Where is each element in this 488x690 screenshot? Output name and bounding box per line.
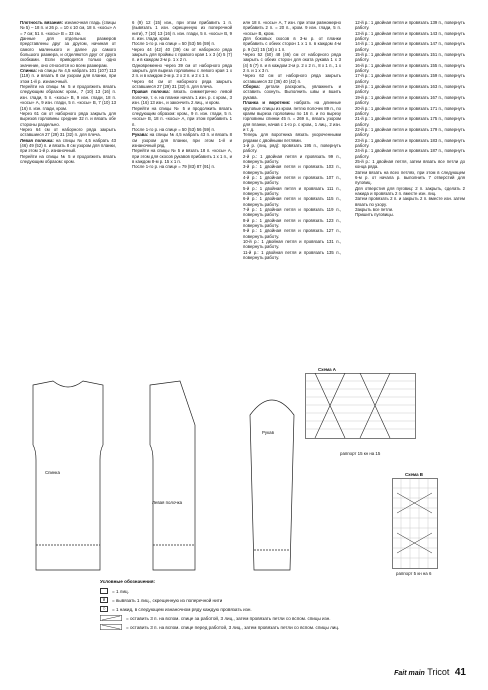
paragraph-text: 19-й р.: 1 двойная петля и провязать 167 п., повернуть работу. bbox=[355, 94, 465, 106]
sleeve-label: Рукав bbox=[262, 430, 274, 435]
paragraph bbox=[355, 138, 465, 149]
paragraph bbox=[355, 159, 465, 170]
paragraph bbox=[132, 63, 232, 79]
yarn-over-symbol-icon: ○ bbox=[100, 606, 108, 612]
paragraph-text: 14-й р.: 1 двойная петля и провязать 147 п., повернуть работу. bbox=[355, 41, 465, 52]
scheme-a-title: Схема А bbox=[318, 367, 336, 372]
paragraph bbox=[20, 127, 116, 138]
paragraph-text: Затем вязать на всех петлях, при этом в следующем 6-м р. от начала р. выполнить 7 отверстий для пуговиц. bbox=[355, 169, 465, 186]
paragraph bbox=[355, 127, 465, 138]
paragraph-text: 13-й р.: 1 двойная петля и провязать 143 п., повернуть работу. bbox=[355, 30, 465, 42]
paragraph-text: 2-й р.: 1 двойная петля и провязать 99 п., повернуть работу. bbox=[243, 153, 341, 164]
paragraph-text: на спицы № 4,5 набрать 43 п. и вязать 8 см узором для планки, при этом 1-й и изнаночный ряд. bbox=[132, 132, 232, 148]
front-label: Левая полочка bbox=[152, 500, 183, 505]
paragraph bbox=[132, 20, 232, 41]
paragraph-text: Через 52 (50) 48 (46) см от наборного ряда закрыть с обеих сторон для окатa рукава 1 х 3 (4) 5 (7) п. и в каждом 2-м р. 2 х 2 п., 8 х 1 п., 1 х 2 п. и 1 х 3 п. bbox=[243, 52, 341, 74]
paragraph bbox=[243, 207, 341, 218]
paragraph-text: Через 64 см от наборного ряда закрыть оставшиеся 27 (29) 31 (32) п. для плеча. bbox=[20, 126, 116, 138]
paragraph bbox=[243, 84, 341, 100]
paragraph-text: 10-й р.: 1 двойная петля и провязать 131 п., повернуть работу. bbox=[243, 239, 341, 250]
paragraph-text: 6 (9) 12 (15) изн., при этом прибавить 1 п. (вывязать 1 изн. скрещенную из поперечной нити), 7 (10) 13 (16) п. изн. глади, 5 п. «косы» В, 9 п. изн. глади, кром. bbox=[132, 20, 232, 42]
paragraph bbox=[355, 95, 465, 106]
paragraph bbox=[355, 170, 465, 186]
paragraph bbox=[243, 36, 341, 52]
paragraph-text: 12-й р.: 1 двойная петля и провязать 139 п., повернуть работу. bbox=[355, 20, 465, 31]
paragraph bbox=[243, 164, 341, 175]
paragraph bbox=[20, 20, 116, 36]
paragraph-text: После 1-го р. на спице = 79 (83) 87 (91) п. bbox=[132, 164, 216, 170]
paragraph bbox=[132, 89, 232, 105]
paragraph-text: Для боковых скосов в 3-м р. от планки прибавить с обеих сторон 1 х 1 п. в каждом 4-м р. 9 (12) 15 (18) х 1 п. bbox=[243, 36, 341, 52]
paragraph bbox=[243, 132, 341, 143]
knit-symbol-icon bbox=[100, 588, 108, 594]
paragraph bbox=[355, 63, 465, 74]
text-column-1 bbox=[20, 20, 116, 164]
section-heading: Левая полочка: bbox=[20, 137, 54, 143]
paragraph-text: 8-й р.: 1 двойная петля и провязать 123 п., повернуть работу. bbox=[243, 217, 341, 229]
paragraph bbox=[243, 196, 341, 207]
paragraph bbox=[355, 20, 465, 31]
paragraph-text: Перейти на спицы № 5 и продолжить вязать следующим образом: кром. bbox=[20, 153, 116, 164]
paragraph-text: 22-й р.: 1 двойная петля и провязать 179 п., повернуть работу. bbox=[355, 126, 465, 138]
paragraph-text: набрать на длинные круговые спицы из кром. петлю полочек 89 п., по краям выреза горловины по 16 п. и по вырезу горловины спинки 45 п. = 269 п., вязать узором для планки, начав с 1-го р. с кром., 1 лиц., 2 изн. и т. д. bbox=[243, 100, 341, 132]
paragraph-text: 24-й р.: 1 двойная петля и провязать 187 п., повернуть работу. bbox=[355, 148, 465, 159]
paragraph-text: Закрыть все петли. bbox=[355, 207, 394, 213]
legend bbox=[100, 578, 370, 633]
paragraph-text: вязать симметрично левой полочке, т. е. на планке начать 1 изн. р. с кром., 3 изн. (16) 13 изн., и закончить 2 лиц., и кром. bbox=[132, 89, 232, 106]
paragraph-text: 1-й р. (лиц. ряд): провязать 195 п., повернуть работу. bbox=[243, 142, 341, 154]
paragraph bbox=[355, 73, 465, 84]
sleeve-pattern-diagram bbox=[242, 385, 302, 575]
paragraph bbox=[20, 68, 116, 84]
paragraph-text: изнаночная гладь (спицы № 5) – 18 п. и 26 р. = 10 х 10 см, 18 п. «косы» А = 7 см; 51 п. «косы» В = 33 см. bbox=[20, 20, 116, 36]
paragraph bbox=[132, 148, 232, 164]
page-footer bbox=[394, 667, 466, 678]
paragraph bbox=[243, 218, 341, 229]
brand-name: Fait main bbox=[394, 670, 425, 677]
magazine-name: Tricot bbox=[427, 667, 450, 677]
paragraph-text: Одновременно через 39 см от наборного ряда закрыть для выреза горловины с левого края 1 х 2 п. и в каждом 2-м р. 2 х 2 п. и 2 х 1 п. bbox=[132, 62, 232, 79]
paragraph-text: 4-й р.: 1 двойная петля и провязать 107 п., повернуть работу. bbox=[243, 174, 341, 186]
cable-front-symbol-icon bbox=[100, 624, 122, 630]
paragraph bbox=[20, 36, 116, 68]
paragraph bbox=[243, 100, 341, 132]
scheme-b-rapport: раппорт 5 кн на 6 bbox=[396, 571, 432, 576]
paragraph bbox=[355, 196, 465, 207]
paragraph bbox=[243, 73, 341, 84]
paragraph-text: 15-й р.: 1 двойная петля и провязать 151 п., повернуть работу. bbox=[355, 52, 465, 63]
paragraph-text: После 1-го р. на спице = 50 (53) 56 (59) п. bbox=[132, 126, 216, 132]
paragraph bbox=[243, 175, 341, 186]
paragraph bbox=[132, 106, 232, 127]
section-heading: Сборка: bbox=[243, 84, 260, 90]
paragraph-text: на спицы № 4,5 набрать 43 (46) 49 (52) п. и вязать 8 см узором для планки, при этом 1-й р. изнаночный. bbox=[20, 137, 116, 154]
legend-title: Условные обозначения: bbox=[100, 579, 156, 584]
paragraph bbox=[355, 116, 465, 127]
paragraph-text: 17-й р.: 1 двойная петля и провязать 159 п., повернуть работу. bbox=[355, 73, 465, 84]
paragraph-text: 18-й р.: 1 двойная петля и провязать 163 п., повернуть работу. bbox=[355, 84, 465, 95]
text-column-4 bbox=[355, 20, 465, 218]
paragraph-text: Для отверстия для пуговиц: 2 п. закрыть, сделать 2 накида и провязать 2 п. вместе изн. лиц. bbox=[355, 185, 465, 196]
paragraph-text: илн 18 п. «косы» А, 7 изн. при этом равномерно прибавить 2 п. = 20 п., кром. 9 изн. глади, 5 п. «косы» В, кром. bbox=[243, 20, 341, 36]
paragraph bbox=[20, 84, 116, 111]
paragraph-text: Через 62 см от наборного ряда закрыть оставшиеся 32 (36) 40 (42) п. bbox=[243, 73, 341, 84]
cable-back-symbol-icon bbox=[100, 615, 122, 621]
paragraph-text: 20-й р.: 1 двойная петля и провязать 171 п., повернуть работу. bbox=[355, 105, 465, 116]
paragraph bbox=[132, 79, 232, 90]
paragraph bbox=[243, 52, 341, 73]
paragraph bbox=[355, 31, 465, 42]
paragraph-text: 9-й р.: 1 двойная петля и провязать 127 п., повернуть работу. bbox=[243, 228, 341, 239]
back-pattern-diagram bbox=[18, 365, 118, 580]
paragraph bbox=[355, 41, 465, 52]
legend-item: = 1 лиц. bbox=[100, 588, 370, 597]
legend-item: = оставить 3 п. на вспом. спице за работой, 3 лиц., затем провязать петли со вспом. спицы изн. bbox=[100, 615, 370, 624]
paragraph bbox=[243, 20, 341, 36]
paragraph-text: на спицы № 4,5 набрать 101 (107) 113 (119) п. и вязать 8 см узором для планки, при этом 1-й р. изнаночный. bbox=[20, 68, 116, 84]
scheme-b-title: Схема В bbox=[405, 472, 423, 477]
legend-item: ∨ = вывязать 1 лиц., скрещенную из поперечной нити bbox=[100, 597, 370, 606]
paragraph-text: 25-й р.: 1 двойная петля, затем вязать все петли до конца ряда. bbox=[355, 158, 465, 170]
paragraph-text: Перейти на спицы № 5 и вязать 18 п. «косы» А, при этом для скосов рукавов прибавить 1 х 1 п., и в каждом 8-м р. 15 х 1 п. bbox=[132, 148, 232, 164]
paragraph-text: 6-й р.: 1 двойная петля и провязать 115 п., повернуть работу. bbox=[243, 196, 341, 207]
scheme-a-grid bbox=[305, 373, 420, 453]
paragraph-text: 7-й р.: 1 двойная петля и провязать 119 п., повернуть работу. bbox=[243, 207, 341, 218]
paragraph-text: Данные для отдельных размеров представлены друг за другом, начиная от самого маленького и далее до самого большого размера, и отделяются друг от друга скобками. Если приводится только одно значение, оно относится ко всем размерам. bbox=[20, 36, 116, 68]
scheme-a-rapport: раппорт 15 кн на 15 bbox=[340, 451, 381, 456]
paragraph bbox=[132, 132, 232, 148]
paragraph bbox=[132, 47, 232, 63]
paragraph bbox=[243, 239, 341, 250]
front-pattern-diagram bbox=[135, 365, 235, 580]
paragraph-text: Затем провязать 2 п. и закрыть 2 п. вместе изн. затем вязать по узору. bbox=[355, 196, 465, 207]
paragraph bbox=[243, 143, 341, 154]
paragraph bbox=[20, 154, 116, 165]
paragraph bbox=[20, 138, 116, 154]
paragraph bbox=[243, 186, 341, 197]
paragraph-text: 11-й р.: 1 двойная петля и провязать 135 п., повернуть работу. bbox=[243, 249, 341, 261]
section-heading: Плотность вязания: bbox=[20, 20, 64, 25]
paragraph bbox=[243, 228, 341, 239]
paragraph-text: 21-й р.: 1 двойная петля и провязать 175 п., повернуть работу. bbox=[355, 116, 465, 127]
paragraph bbox=[243, 154, 341, 165]
paragraph-text: Теперь для воротника вязать укороченными рядами с двойными петлями. bbox=[243, 132, 341, 143]
paragraph bbox=[20, 111, 116, 127]
paragraph-text: Через 61 см от наборного ряда закрыть для вырезов горловины средние 32 п. и вязать обе стороны раздельно. bbox=[20, 110, 116, 127]
paragraph-text: детали раскроить, увлажнить и оставить сохнуть. Выполнить швы и вшить рукава. bbox=[243, 84, 341, 100]
legend-item: ○ = 1 накид, в следующем изнаночном ряду каждую провязать изн. bbox=[100, 606, 370, 615]
paragraph-text: 16-й р.: 1 двойная петля и провязать 155 п., повернуть работу. bbox=[355, 62, 465, 74]
paragraph bbox=[355, 148, 465, 159]
scheme-b-grid bbox=[392, 478, 452, 578]
paragraph-text: 3-й р.: 1 двойная петля и провязать 103 п., повернуть работу. bbox=[243, 164, 341, 175]
paragraph bbox=[355, 106, 465, 117]
text-column-3 bbox=[243, 20, 341, 260]
paragraph-text: Перейти на спицы № 5 и продолжить вязать следующим образом: кром., 7 (10) 13 (16) п. изн. глади, 5 п. «косы» В, 9 изн. глади, 18 п. «косы» А, 9 изн. глади, 5 п. «косы» В, 7 (10) 13 (16) п. изн. глади, кром. bbox=[20, 84, 116, 111]
section-heading: Рукава: bbox=[132, 132, 149, 138]
paragraph bbox=[355, 84, 465, 95]
section-heading: Спинка: bbox=[20, 68, 37, 74]
section-heading: Планка и воротник: bbox=[243, 100, 291, 106]
paragraph bbox=[243, 250, 341, 261]
twisted-knit-symbol-icon: ∨ bbox=[100, 597, 108, 603]
back-label: Спинка bbox=[45, 470, 60, 475]
paragraph-text: Через 64 см от наборного ряда закрыть оставшиеся 27 (29) 31 (32) п. для плеча. bbox=[132, 78, 232, 90]
paragraph-text: После 1-го р. на спице = 50 (53) 56 (59) п. bbox=[132, 41, 216, 47]
paragraph-text: Пришить пуговицы. bbox=[355, 212, 394, 218]
paragraph bbox=[355, 186, 465, 197]
paragraph-text: 23-й р.: 1 двойная петля и провязать 183 п., повернуть работу. bbox=[355, 137, 465, 148]
paragraph-text: 5-й р.: 1 двойная петля и провязать 111 п., повернуть работу. bbox=[243, 185, 341, 196]
text-column-2 bbox=[132, 20, 232, 170]
section-heading: Правая полочка: bbox=[132, 89, 170, 95]
paragraph bbox=[355, 52, 465, 63]
paragraph-text: Перейти на спицы № 5 и продолжить вязать следующим образом: кром., 9 п. изн. глади, 5 п. «косы» В, 18 п. «косы» А, при этом прибавить 1 п. bbox=[132, 105, 232, 127]
paragraph bbox=[132, 164, 232, 169]
page-number: 41 bbox=[454, 667, 466, 678]
paragraph-text: Через 44 (42) 40 (39) см от наборного ряда закрыть для проймы с правого края 1 х 3 (4) 5 (7) п. и в каждом 2-м р. 1 х 2 п. bbox=[132, 46, 232, 63]
legend-item: = оставить 3 п. на вспом. спице перед работой, 3 лиц., затем провязать петли со вспом. спицы лиц. bbox=[100, 624, 370, 633]
paragraph bbox=[355, 212, 465, 217]
